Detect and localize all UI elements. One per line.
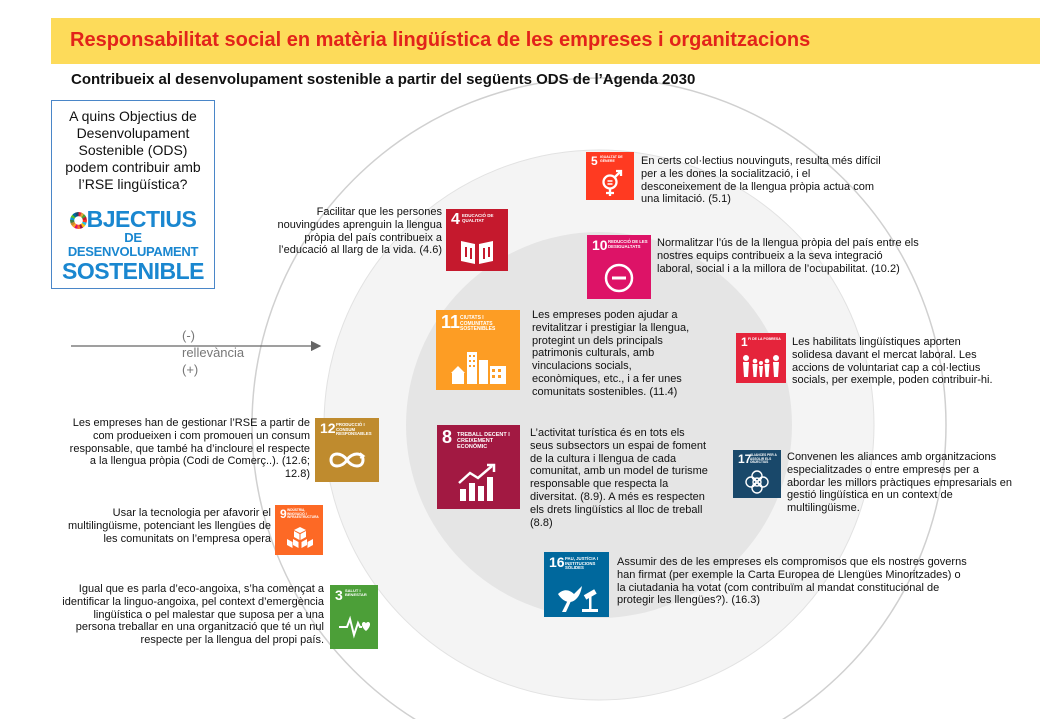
sdg16-tile: 16 PAU, JUSTÍCIA I INSTITUCIONS SÒLIDES — [544, 552, 609, 617]
sdg8-description: L’activitat turística és en tots els seus subsectors un espai de foment de la cultura i llengua de cada comunitat, amb un model de turisme responsable que respecta la diversitat. (8.9). A més es respecten els drets lingüístics al lloc de treball (8.8) — [530, 427, 708, 529]
logo-line3: SOSTENIBLE — [62, 258, 204, 284]
alliance-icon — [743, 468, 771, 496]
sdg10-tile: 10 REDUCCIÓ DE LES DESIGUALTATS — [587, 235, 651, 299]
relevance-plus: (+) — [182, 362, 199, 377]
page-subtitle: Contribueix al desenvolupament sostenible a partir del següents ODS de l’Agenda 2030 — [71, 71, 696, 88]
heartbeat-icon — [338, 609, 372, 641]
sdg9-tile: 9 INDÚSTRIA, INNOVACIÓ I INFRAESTRUCTURA — [275, 505, 323, 555]
sdg3-tile: 3 SALUT I BENESTAR — [330, 585, 378, 649]
city-icon — [450, 346, 508, 386]
relevance-label — [182, 327, 272, 378]
sdg12-tile: 12 PRODUCCIÓ I CONSUM RESPONSABLES — [315, 418, 379, 482]
sdg17-description: Convenen les aliances amb organitzacions especialitzades o entre empreses per a abordar les millors pràctiques empresarials en gestió lingüística en un context de multilingüisme. — [787, 451, 1012, 515]
equality-icon — [601, 260, 637, 296]
sdg5-tile: 5 IGUALTAT DE GÈNERE — [586, 152, 634, 200]
sdg4-tile: 4 EDUCACIÓ DE QUALITAT — [446, 209, 508, 271]
question-text: A quins Objectius de Desenvolupament Sostenible (ODS) podem contribuir amb l’RSE lingüística? — [65, 108, 201, 192]
sdg5-description: En certs col·lectius nouvinguts, resulta més difícil per a les dones la socialització, i el desconeixement de la llengua pròpia actua com una limitació. (5.1) — [641, 155, 881, 206]
sdg4-description: Facilitar que les persones nouvingudes aprenguin la llengua pròpia del país contribueix a l’educació al llarg de la vida. (4.6) — [277, 206, 442, 257]
sdg8-tile: 8 TREBALL DECENT I CREIXEMENT ECONÒMIC — [437, 425, 520, 509]
logo-line1: BJECTIUS — [86, 206, 197, 232]
ods-logo — [58, 207, 208, 283]
sdg9-description: Usar la tecnologia per afavorir el multilingüisme, potenciant les llengües de les comunitats on l’empresa opera — [68, 507, 272, 545]
sdg-wheel-icon — [70, 212, 87, 229]
dove-gavel-icon — [554, 580, 600, 614]
sdg11-description: Les empreses poden ajudar a revitalitzar i prestigiar la llengua, protegint un dels principals patrimonis culturals, amb vinculacions socials, econòmiques, etc., i a fer unes comunitats sostenibles. (11.4) — [532, 309, 690, 398]
sdg3-description: Igual que es parla d’eco-angoixa, s’ha començat a identificar la linguo-angoixa, pel context d’emergència lingüística o pel malestar que suposa per a una persona treballar en una organització que té un nul respecte per la llengua del propi país. — [62, 583, 324, 647]
sdg1-description: Les habilitats lingüístiques aporten solidesa davant el mercat laboral. Les accions de voluntariat cap a col·lectius socials, per exemple, poden contribuir-hi. — [792, 336, 993, 387]
book-icon — [458, 236, 496, 266]
sdg17-tile: 17 ALIANCES PER A ASSOLIR ELS OBJECTIUS — [733, 450, 781, 498]
sdg1-tile: 1 FI DE LA POBRESA — [736, 333, 786, 383]
gender-icon — [598, 169, 624, 198]
title-banner — [51, 18, 1040, 64]
relevance-minus: (-) — [182, 328, 195, 343]
relevance-word: rellevància — [182, 345, 245, 360]
sdg11-tile: 11 CIUTATS I COMUNITATS SOSTENIBLES — [436, 310, 520, 390]
sdg12-description: Les empreses han de gestionar l’RSE a partir de com produeixen i com promouen un consum responsable, que també ha d’incloure el respecte a la llengua pròpia (Codi de Comerç..). (12.6; 12.8) — [69, 417, 310, 481]
question-box — [51, 100, 215, 289]
logo-line2: DE DESENVOLUPAMENT — [67, 230, 199, 259]
page-title: Responsabilitat social en matèria lingüística de les empreses i organitzacions — [70, 29, 811, 51]
growth-chart-icon — [457, 463, 499, 503]
family-icon — [741, 353, 781, 379]
cubes-icon — [285, 525, 315, 553]
sdg16-description: Assumir des de les empreses els compromisos que els nostres governs han firmat (per exemple la Carta Europea de Llengües Minoritzades) o la ciutadania ha votat (com contribuïm al mandat constitucional de protegir les llengües?). (16.3) — [617, 556, 967, 607]
sdg10-description: Normalitzar l’ús de la llengua pròpia del país entre els nostres equips contribueix a la seva integració laboral, social i a la millora de l’ocupabilitat. (10.2) — [657, 237, 919, 275]
infinity-icon — [327, 448, 367, 472]
